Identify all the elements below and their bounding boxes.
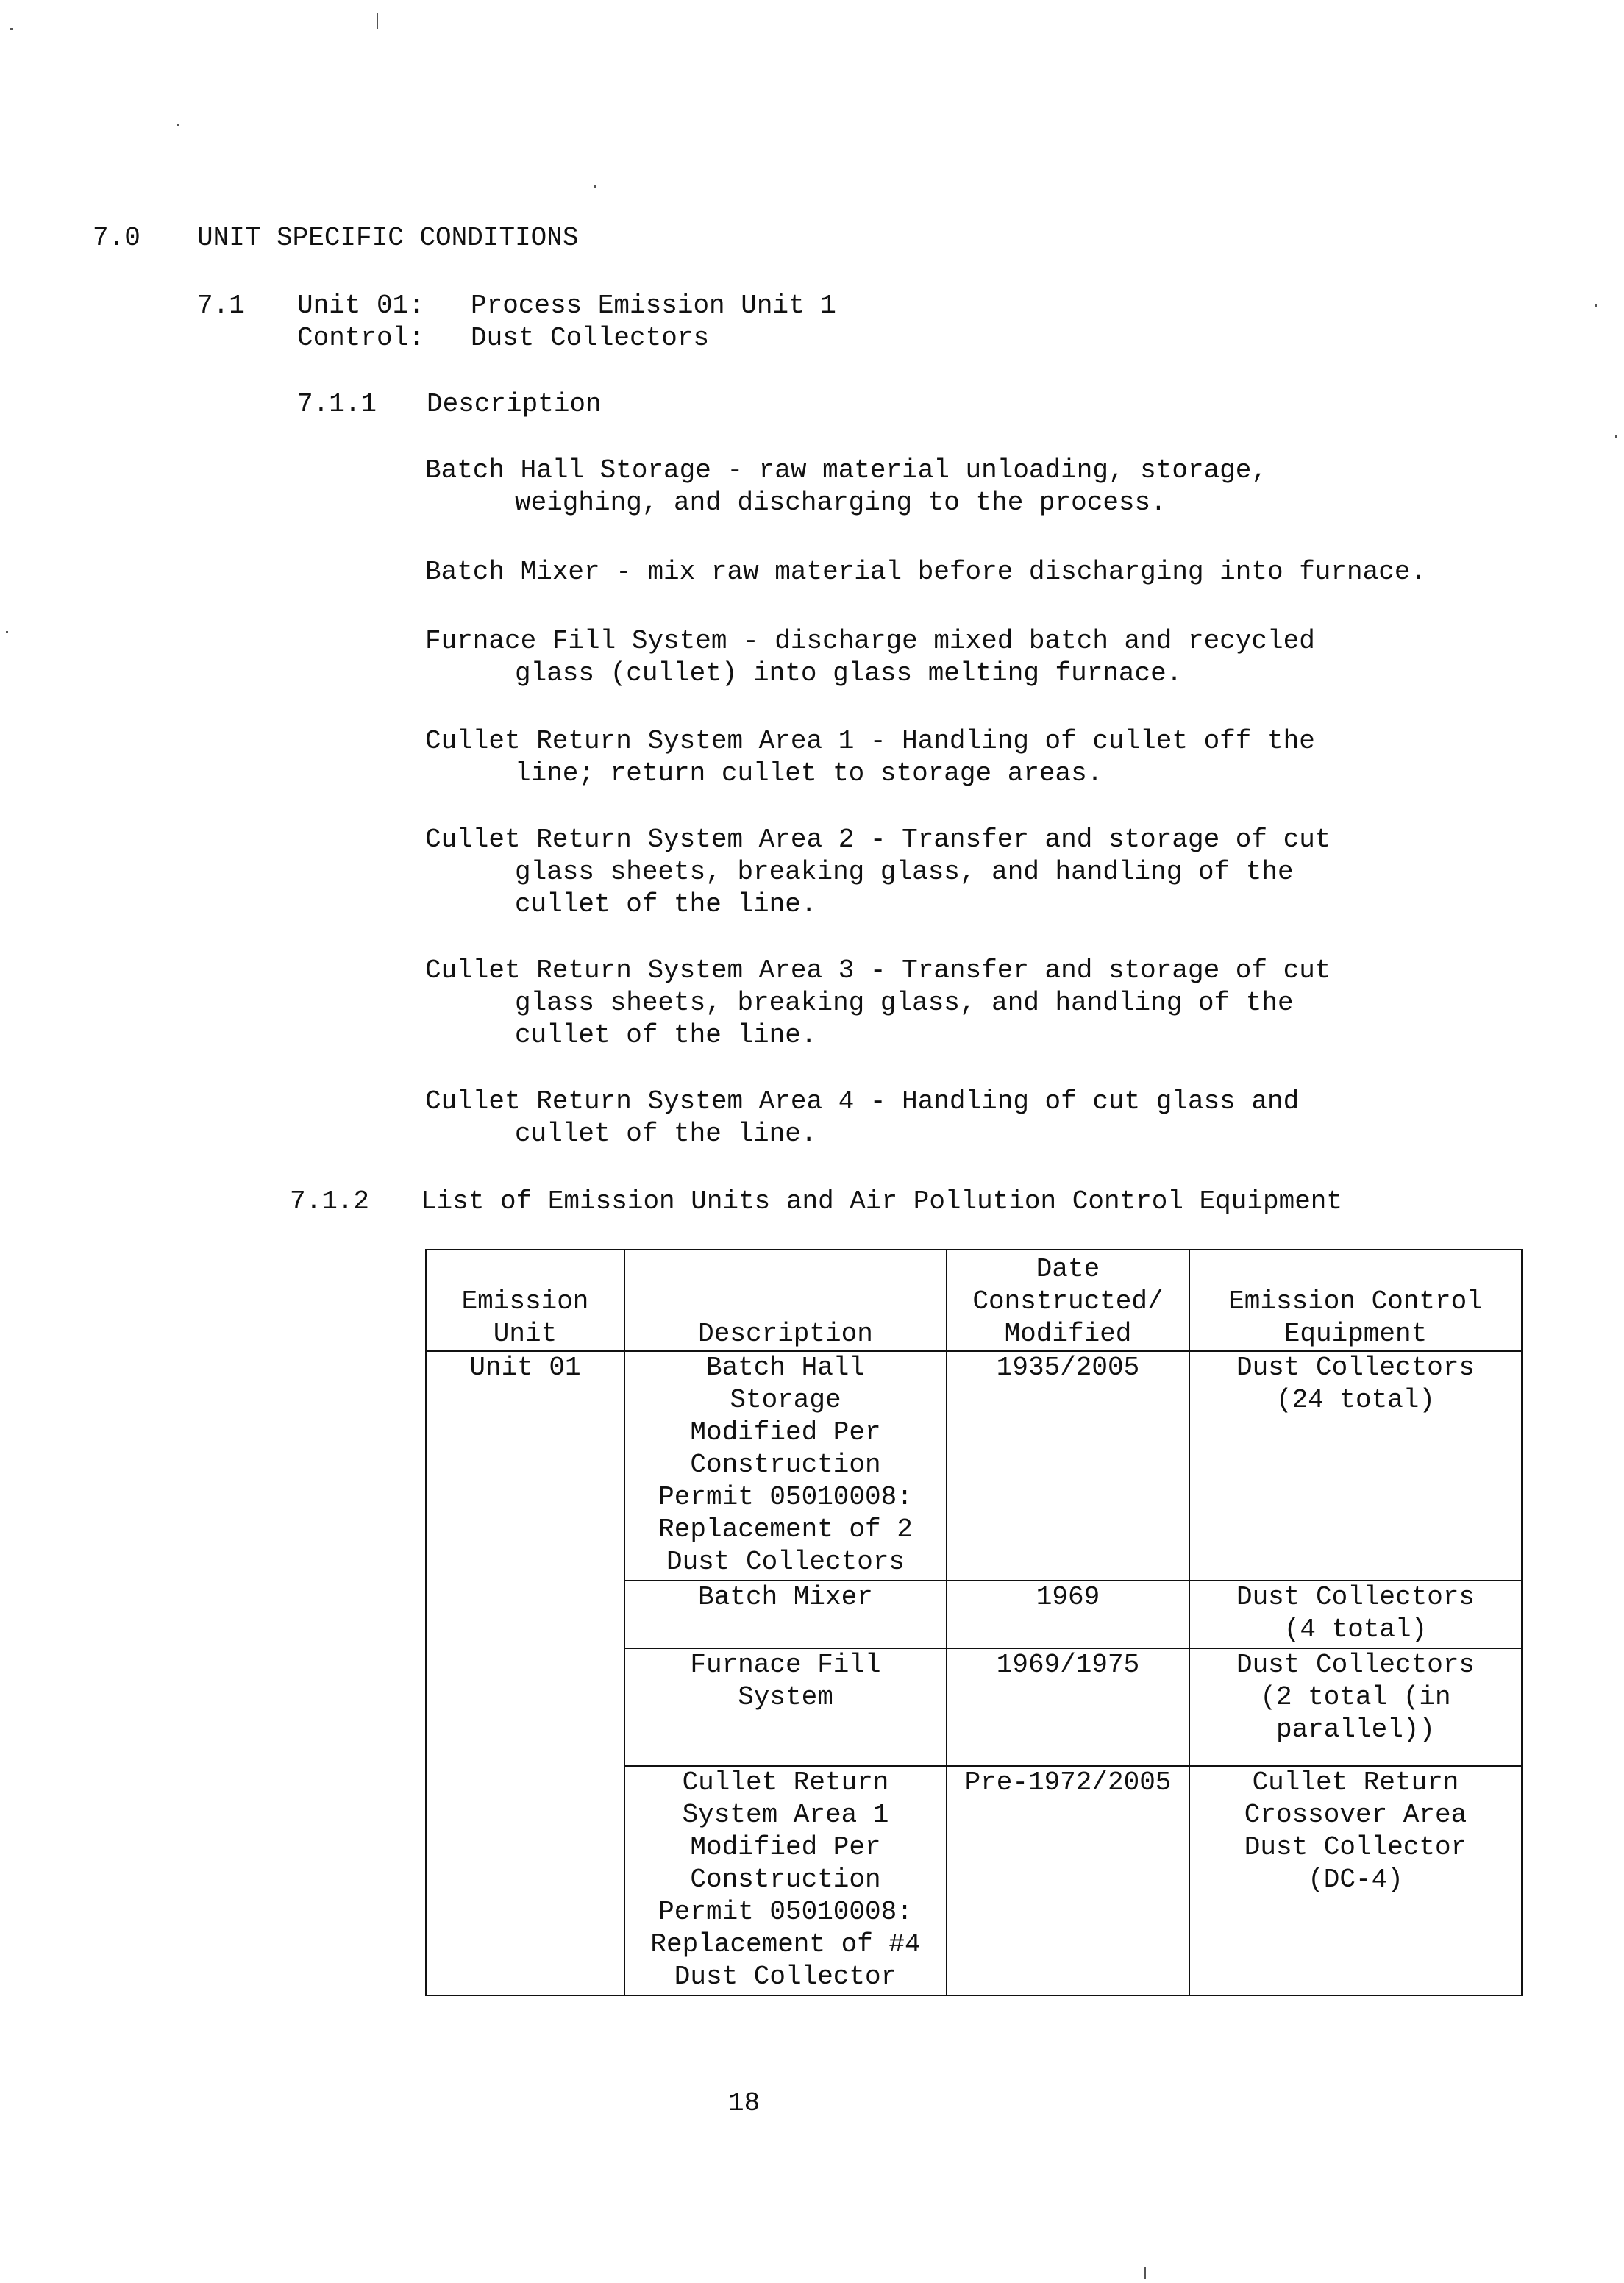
subsection-number: 7.1	[197, 291, 245, 321]
description-line: line; return cullet to storage areas.	[515, 758, 1103, 788]
scan-speck	[6, 631, 8, 633]
section-title: UNIT SPECIFIC CONDITIONS	[197, 223, 579, 253]
emission-units-table	[425, 1249, 1522, 1996]
description-item	[425, 824, 1331, 921]
description-item	[425, 625, 1315, 690]
date-cell: 1969/1975	[947, 1648, 1189, 1766]
page-number: 18	[728, 2088, 761, 2118]
description-heading-title: Description	[427, 389, 602, 419]
header-control-equipment: Emission Control Equipment	[1189, 1250, 1522, 1351]
description-cell: Batch Mixer	[624, 1581, 947, 1648]
description-item	[425, 556, 1426, 588]
scan-speck	[1144, 2267, 1146, 2279]
description-line: Batch Hall Storage - raw material unloading, storage,	[425, 455, 1267, 485]
scan-speck	[1595, 304, 1597, 307]
description-item	[425, 725, 1315, 790]
control-value: Dust Collectors	[471, 323, 710, 353]
scan-speck	[10, 28, 13, 30]
description-line: Cullet Return System Area 1 - Handling of cullet off the	[425, 726, 1315, 756]
scan-speck	[177, 124, 179, 126]
date-cell: 1969	[947, 1581, 1189, 1648]
description-cell: Furnace Fill System	[624, 1648, 947, 1766]
description-heading-number: 7.1.1	[297, 389, 377, 419]
description-line: Furnace Fill System - discharge mixed batch and recycled	[425, 626, 1315, 656]
control-label: Control:	[297, 323, 424, 353]
description-line: Cullet Return System Area 2 - Transfer and storage of cut	[425, 824, 1331, 855]
description-item	[425, 955, 1331, 1052]
unit-label: Unit 01:	[297, 291, 424, 321]
description-line: glass sheets, breaking glass, and handling of the	[515, 988, 1294, 1018]
control-cell: Dust Collectors (2 total (in parallel))	[1189, 1648, 1522, 1766]
table-header-row	[426, 1250, 1522, 1351]
description-line: weighing, and discharging to the process.	[515, 488, 1167, 518]
description-line: Batch Mixer - mix raw material before discharging into furnace.	[425, 557, 1427, 587]
description-item	[425, 455, 1267, 519]
description-cell: Cullet Return System Area 1 Modified Per Construction Permit 05010008: Replacement of #4 Dust Collector	[624, 1766, 947, 1995]
description-line: glass (cullet) into glass melting furnace.	[515, 658, 1183, 688]
date-cell: 1935/2005	[947, 1351, 1189, 1581]
description-line: Cullet Return System Area 4 - Handling of cut glass and	[425, 1086, 1300, 1116]
header-emission-unit: Emission Unit	[426, 1250, 624, 1351]
date-cell: Pre-1972/2005	[947, 1766, 1189, 1995]
unit-cell: Unit 01	[426, 1351, 624, 1995]
unit-value: Process Emission Unit 1	[471, 291, 836, 321]
description-line: Cullet Return System Area 3 - Transfer and storage of cut	[425, 955, 1331, 986]
scan-speck	[1615, 435, 1617, 438]
scan-speck	[594, 185, 596, 188]
description-item	[425, 1086, 1299, 1150]
control-cell: Cullet Return Crossover Area Dust Collector (DC-4)	[1189, 1766, 1522, 1995]
control-cell: Dust Collectors (24 total)	[1189, 1351, 1522, 1581]
description-line: cullet of the line.	[515, 1020, 817, 1050]
header-description: Description	[624, 1250, 947, 1351]
section-number: 7.0	[93, 223, 140, 253]
description-cell: Batch Hall Storage Modified Per Construction Permit 05010008: Replacement of 2 Dust Collectors	[624, 1351, 947, 1581]
scan-speck	[377, 13, 378, 29]
control-cell: Dust Collectors (4 total)	[1189, 1581, 1522, 1648]
table-row	[426, 1351, 1522, 1581]
list-heading-title: List of Emission Units and Air Pollution Control Equipment	[421, 1186, 1343, 1217]
description-line: cullet of the line.	[515, 889, 817, 919]
header-date: Date Constructed/ Modified	[947, 1250, 1189, 1351]
list-heading-number: 7.1.2	[290, 1186, 370, 1217]
description-line: cullet of the line.	[515, 1119, 817, 1149]
description-line: glass sheets, breaking glass, and handling of the	[515, 857, 1294, 887]
